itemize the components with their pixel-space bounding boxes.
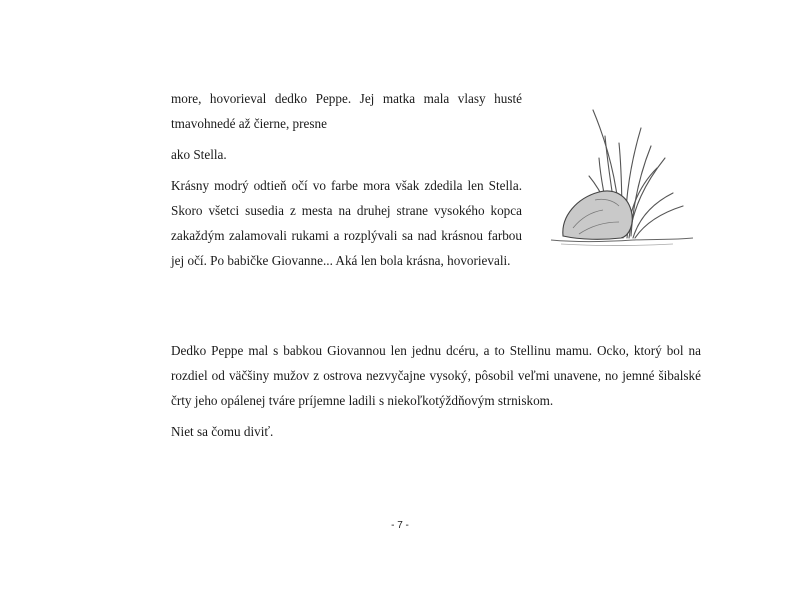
text-block-top <box>171 86 522 279</box>
ground <box>551 238 693 242</box>
grass-blade <box>629 158 665 238</box>
paragraph: ako Stella. <box>171 147 227 162</box>
paragraph: more, hovorieval dedko Peppe. Jej matka mala vlasy husté tmavohnedé až čierne, presne <box>171 91 522 131</box>
paragraph: Krásny modrý odtieň očí vo farbe mora však zdedila len Stella. Skoro všetci susedia z mesta na druhej strane vysokého kopca zakaždým zalamovali rukami a rozplývali sa nad krásnou farbou jej očí. Po babičke Giovanne... Aká len bola krásna, hovorievali. <box>171 178 522 268</box>
paragraph: Dedko Peppe mal s babkou Giovannou len jednu dcéru, a to Stellinu mamu. Ocko, ktorý bol na rozdiel od väčšiny mužov z ostrova nezvyčajne vysoký, pôsobil veľmi unavene, no jemné šibalské črty jeho opálenej tváre príjemne ladili s niekoľkotýždňovým strniskom. <box>171 343 701 408</box>
text-block-bottom <box>171 338 701 450</box>
grass-blade <box>631 146 651 236</box>
grass-blade <box>635 206 683 238</box>
page-number: - 7 - <box>391 520 409 531</box>
paragraph: Niet sa čomu diviť. <box>171 424 274 439</box>
ground-shade <box>561 244 673 246</box>
rock <box>563 191 632 239</box>
rock-grass-illustration <box>533 88 703 278</box>
